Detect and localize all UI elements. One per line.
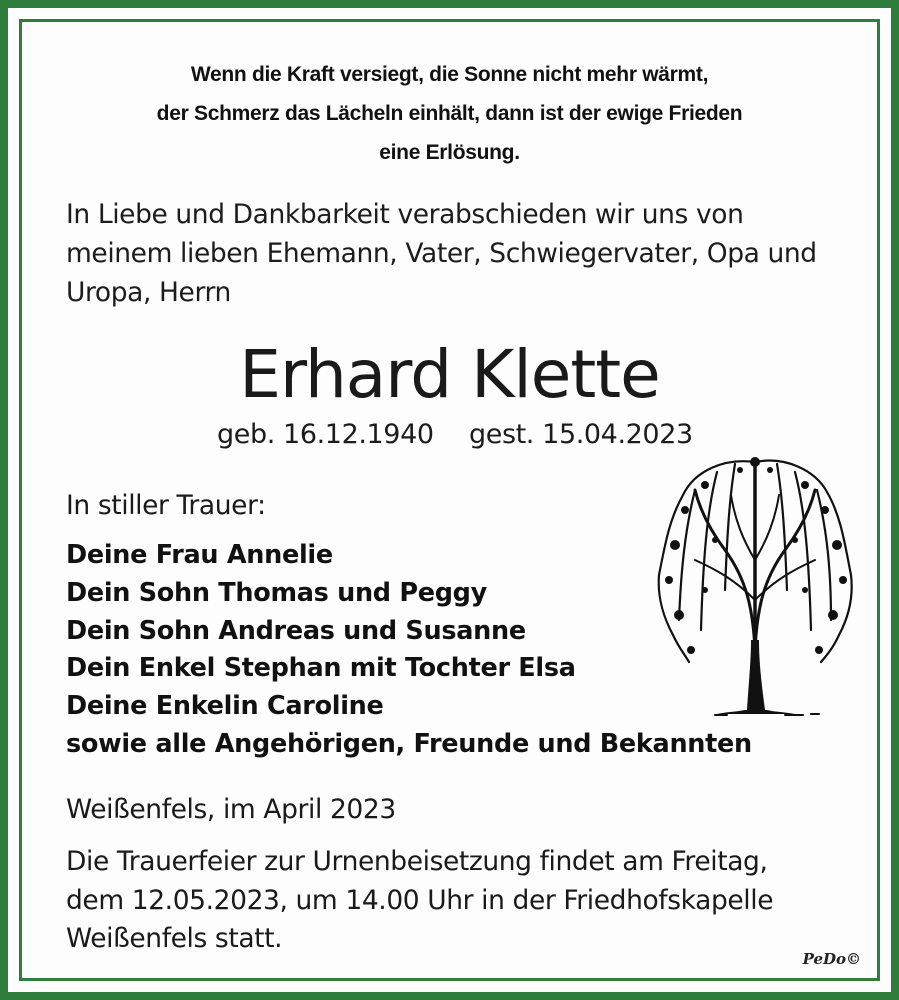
place-date: Weißenfels, im April 2023 [66,794,396,825]
designer-signature: PeDo© [802,950,861,968]
death-date: gest. 15.04.2023 [469,419,693,450]
family-member: Deine Frau Annelie [66,540,333,570]
birth-date: geb. 16.12.1940 [217,419,434,450]
family-member: Dein Sohn Andreas und Susanne [66,615,526,646]
intro-line: meinem lieben Ehemann, Vater, Schwiegervater, Opa und [66,238,817,269]
mourning-label: In stiller Trauer: [66,490,266,521]
intro-line: In Liebe und Dankbarkeit verabschieden wir uns von [66,199,744,230]
family-member: Dein Sohn Thomas und Peggy [66,577,487,608]
family-member: Deine Enkelin Caroline [66,691,384,722]
motto-line: Wenn die Kraft versiegt, die Sonne nicht mehr wärmt, [190,63,709,86]
service-line: dem 12.05.2023, um 14.00 Uhr in der Friedhofskapelle [66,884,774,916]
tree-icon [655,450,855,720]
motto-line: eine Erlösung. [379,141,520,164]
intro-line: Uropa, Herrn [66,277,231,308]
service-line: Die Trauerfeier zur Urnenbeisetzung findet am Freitag, [66,846,768,877]
deceased-name: Erhard Klette [239,336,660,413]
family-list [66,537,752,764]
family-member: Dein Enkel Stephan mit Tochter Elsa [66,653,576,684]
motto-line: der Schmerz das Lächeln einhält, dann ist der ewige Frieden [156,102,743,125]
service-info [66,843,773,959]
intro-text [66,195,817,312]
motto-verse [0,55,899,172]
family-member: sowie alle Angehörigen, Freunde und Bekannten [66,728,752,759]
service-line: Weißenfels statt. [66,923,283,954]
